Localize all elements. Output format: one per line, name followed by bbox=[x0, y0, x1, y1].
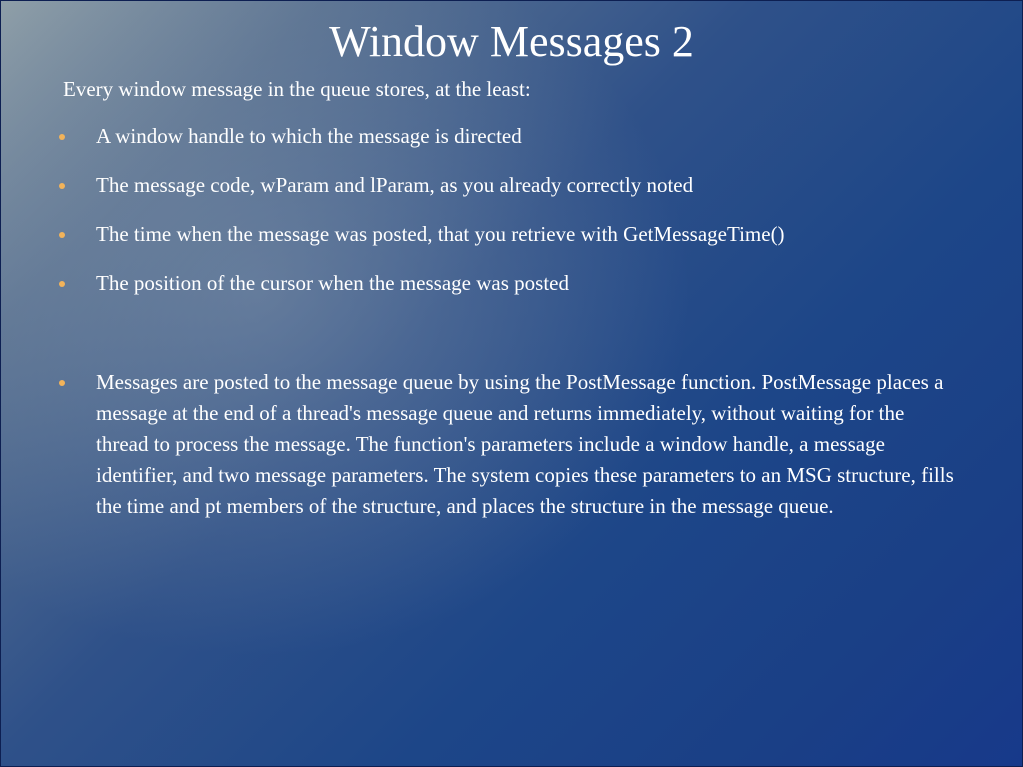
list-item bbox=[59, 268, 959, 299]
slide-title: Window Messages 2 bbox=[329, 17, 694, 66]
bullet-dot-icon bbox=[59, 183, 65, 189]
list-item bbox=[59, 170, 959, 201]
intro-text: Every window message in the queue stores, at the least: bbox=[63, 77, 531, 101]
list-item bbox=[59, 219, 959, 250]
bullet-dot-icon bbox=[59, 281, 65, 287]
list-item bbox=[59, 367, 959, 522]
bullet-dot-icon bbox=[59, 380, 65, 386]
bullet-dot-icon bbox=[59, 232, 65, 238]
list-item-text: The message code, wParam and lParam, as you already correctly noted bbox=[96, 173, 694, 197]
bullet-dot-icon bbox=[59, 134, 65, 140]
list-item-text: The time when the message was posted, that you retrieve with GetMessageTime() bbox=[96, 222, 785, 246]
list-item-text: Messages are posted to the message queue by using the PostMessage function. PostMessage places a message at the end of a thread's message queue and returns immediately, without waiting for the thread to process the message. The function's parameters include a window handle, a message identifier, and two message parameters. The system copies these parameters to an MSG structure, fills the time and pt members of the structure, and places the structure in the message queue. bbox=[96, 370, 954, 518]
list-item bbox=[59, 121, 959, 152]
list-item-text: The position of the cursor when the message was posted bbox=[96, 271, 569, 295]
list-item-text: A window handle to which the message is directed bbox=[96, 124, 522, 148]
